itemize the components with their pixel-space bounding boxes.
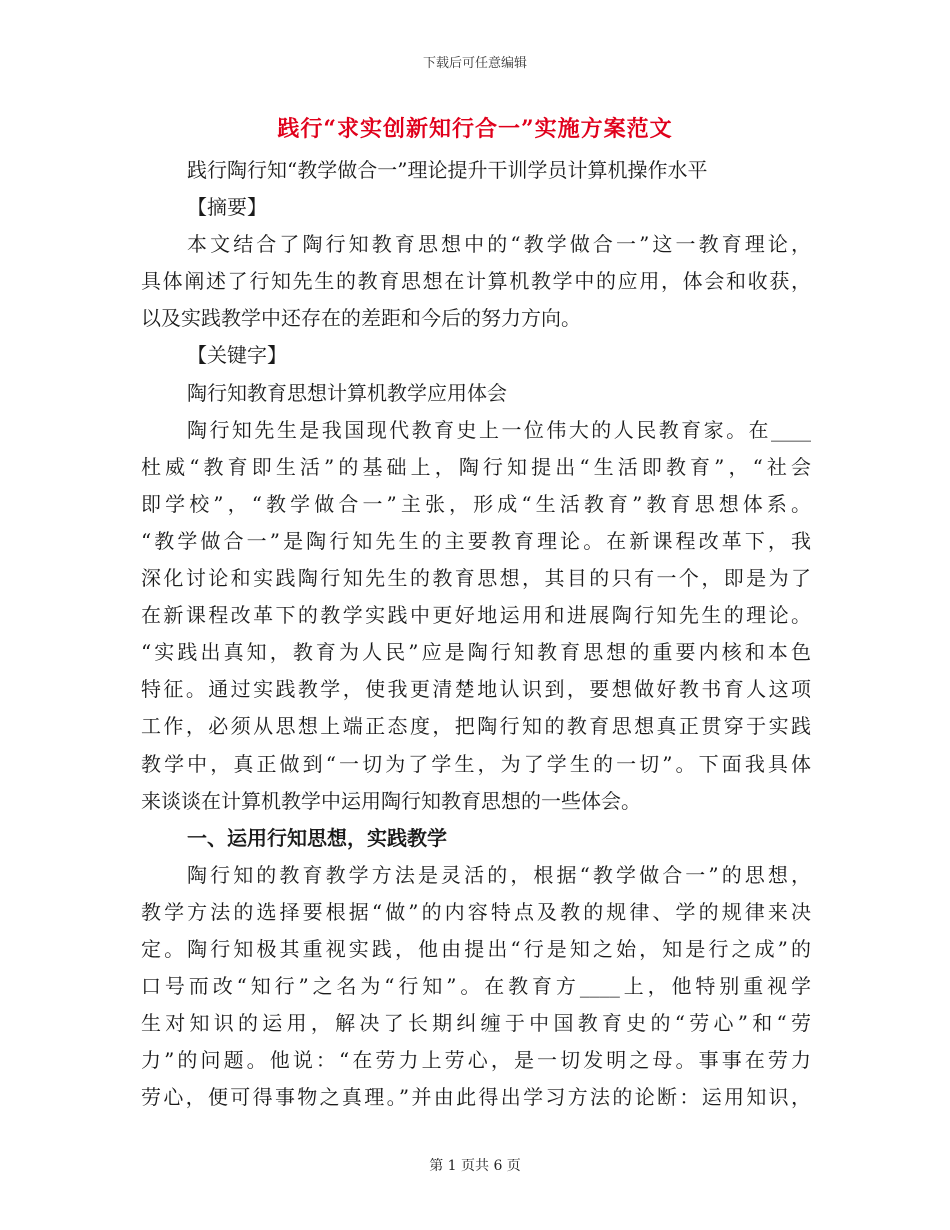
text-line: 陶行知教育思想计算机教学应用体会 <box>187 380 507 405</box>
text-line: 劳心，便可得事物之真理。”并由此得出学习方法的论断：运用知识， <box>141 1085 811 1110</box>
text-line: “实践出真知，教育为人民”应是陶行知教育思想的重要内核和本色 <box>141 640 811 665</box>
text-line: 本文结合了陶行知教育思想中的“教学做合一”这一教育理论， <box>187 232 811 257</box>
text-line: 生对知识的运用，解决了长期纠缠于中国教育史的“劳心”和“劳 <box>141 1011 811 1036</box>
text-line: 践行陶行知“教学做合一”理论提升干训学员计算机操作水平 <box>187 158 708 182</box>
text-line: 【关键字】 <box>187 343 287 368</box>
page-header-note: 下载后可任意编辑 <box>422 56 527 71</box>
text-line: 教学方法的选择要根据“做”的内容特点及教的规律、学的规律来决 <box>141 899 811 924</box>
text-line: 深化讨论和实践陶行知先生的教育思想，其目的只有一个，即是为了 <box>141 566 811 591</box>
document-body <box>141 152 811 1116</box>
text-line: 具体阐述了行知先生的教育思想在计算机教学中的应用，体会和收获， <box>141 269 811 294</box>
text-line: 即学校”，“教学做合一”主张，形成“生活教育”教育思想体系。 <box>141 491 811 516</box>
text-line: 以及实践教学中还存在的差距和今后的努力方向。 <box>141 306 581 331</box>
text-line: 定。陶行知极其重视实践，他由提出“行是知之始，知是行之成”的 <box>141 936 811 961</box>
section-heading: 一、运用行知思想，实践教学 <box>187 825 447 850</box>
text-line: 教学中，真正做到“一切为了学生，为了学生的一切”。下面我具体 <box>141 751 811 776</box>
text-line: 陶行知先生是我国现代教育史上一位伟大的人民教育家。在____ <box>187 417 811 442</box>
text-line: 陶行知的教育教学方法是灵活的，根据“教学做合一”的思想， <box>187 862 811 887</box>
text-line: 来谈谈在计算机教学中运用陶行知教育思想的一些体会。 <box>141 788 641 813</box>
text-line: 特征。通过实践教学，使我更清楚地认识到，要想做好教书育人这项 <box>141 677 811 702</box>
text-line: 力”的问题。他说：“在劳力上劳心，是一切发明之母。事事在劳力 <box>141 1048 811 1073</box>
text-line: 【摘要】 <box>187 195 267 220</box>
text-line: 口号而改“知行”之名为“行知”。在教育方____上，他特别重视学 <box>141 974 811 999</box>
document-title: 践行“求实创新知行合一”实施方案范文 <box>277 116 673 142</box>
page-footer: 第 1 页共 6 页 <box>429 1158 521 1174</box>
text-line: 杜威“教育即生活”的基础上，陶行知提出“生活即教育”，“社会 <box>141 454 811 479</box>
text-line: 工作，必须从思想上端正态度，把陶行知的教育思想真正贯穿于实践 <box>141 714 811 739</box>
text-line: “教学做合一”是陶行知先生的主要教育理论。在新课程改革下，我 <box>141 528 811 553</box>
text-line: 在新课程改革下的教学实践中更好地运用和进展陶行知先生的理论。 <box>141 603 811 628</box>
